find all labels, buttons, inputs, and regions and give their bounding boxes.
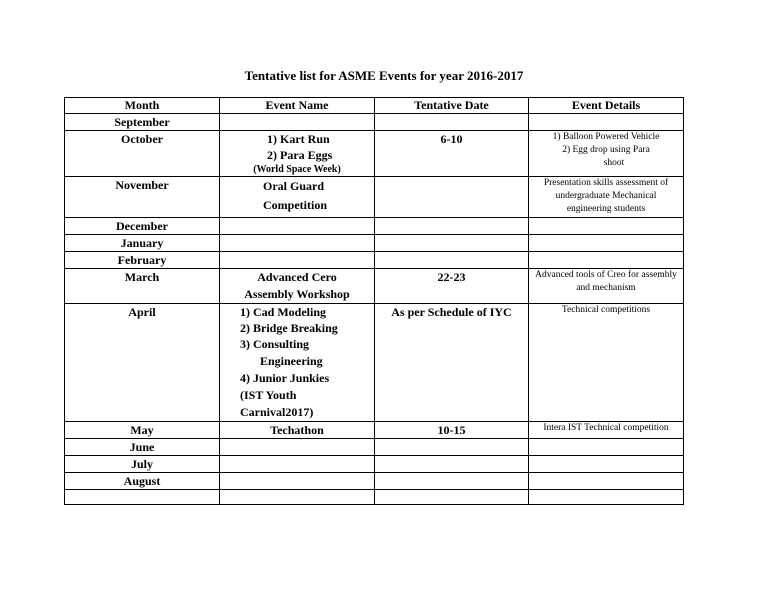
event-cell [220,269,375,304]
month-cell: March [65,269,220,304]
date-cell [375,177,529,218]
header-row [65,98,684,114]
month-cell: June [65,439,220,456]
date-cell [375,114,529,131]
date-cell [375,490,529,505]
table-row [65,473,684,490]
details-cell [529,473,684,490]
table-row [65,218,684,235]
header-event-details: Event Details [529,98,684,114]
table-row [65,439,684,456]
date-cell [375,218,529,235]
event-note: (World Space Week) [253,164,341,175]
month-cell: July [65,456,220,473]
table-row [65,456,684,473]
date-cell: 10-15 [375,422,529,439]
table-row [65,269,684,304]
document-title: Tentative list for ASME Events for year 2016-2017 [244,68,524,83]
details-cell: Technical competitions [529,304,684,422]
table-row [65,490,684,505]
details-cell [529,235,684,252]
date-cell [375,456,529,473]
date-cell [375,252,529,269]
details-cell [529,252,684,269]
event-item: 4) Junior Junkies [240,371,330,385]
events-table [64,97,684,505]
event-cell [220,218,375,235]
event-cell [220,490,375,505]
date-cell: As per Schedule of IYC [375,304,529,422]
month-cell: October [65,131,220,177]
event-cell [220,439,375,456]
header-month: Month [65,98,220,114]
event-item: 3) Consulting [240,337,310,351]
month-cell: May [65,422,220,439]
date-cell: 6-10 [375,131,529,177]
event-item: Engineering [260,354,323,368]
month-cell: December [65,218,220,235]
event-cell [220,304,375,422]
detail-item: 1) Balloon Powered Vehicle [552,132,660,142]
month-cell: February [65,252,220,269]
header-event-name: Event Name [220,98,375,114]
event-item: Carnival2017) [240,405,314,419]
table-row [65,422,684,439]
event-item: 1) Kart Run [267,132,330,146]
month-cell: August [65,473,220,490]
details-cell [529,114,684,131]
month-cell [65,490,220,505]
event-cell [220,456,375,473]
table-row [65,304,684,422]
details-cell: Presentation skills assessment of undergraduate Mechanical engineering students [529,177,684,218]
event-cell [220,235,375,252]
event-item: 2) Para Eggs [267,148,333,162]
event-item: 1) Cad Modeling [240,305,327,319]
details-cell [529,456,684,473]
event-item: Competition [263,198,327,212]
month-cell: January [65,235,220,252]
month-cell: September [65,114,220,131]
detail-item: 2) Egg drop using Para [562,145,650,155]
details-cell: Intera IST Technical competition [529,422,684,439]
month-cell: November [65,177,220,218]
table-row [65,177,684,218]
detail-item: shoot [603,158,625,168]
table-row [65,235,684,252]
table-row [65,114,684,131]
details-cell [529,131,684,177]
event-cell [220,177,375,218]
event-item: 2) Bridge Breaking [240,321,338,335]
date-cell [375,439,529,456]
event-cell [220,114,375,131]
event-cell [220,252,375,269]
event-cell: Techathon [220,422,375,439]
event-item: (IST Youth [240,388,297,402]
date-cell [375,235,529,252]
details-cell [529,218,684,235]
table-row [65,252,684,269]
details-cell [529,439,684,456]
details-cell [529,490,684,505]
date-cell [375,473,529,490]
month-cell: April [65,304,220,422]
header-tentative-date: Tentative Date [375,98,529,114]
date-cell: 22-23 [375,269,529,304]
event-item: Advanced Cero [257,270,337,284]
event-item: Assembly Workshop [244,287,350,301]
details-cell: Advanced tools of Creo for assembly and mechanism [529,269,684,304]
event-item: Oral Guard [263,179,325,193]
table-row [65,131,684,177]
event-cell [220,131,375,177]
event-cell [220,473,375,490]
